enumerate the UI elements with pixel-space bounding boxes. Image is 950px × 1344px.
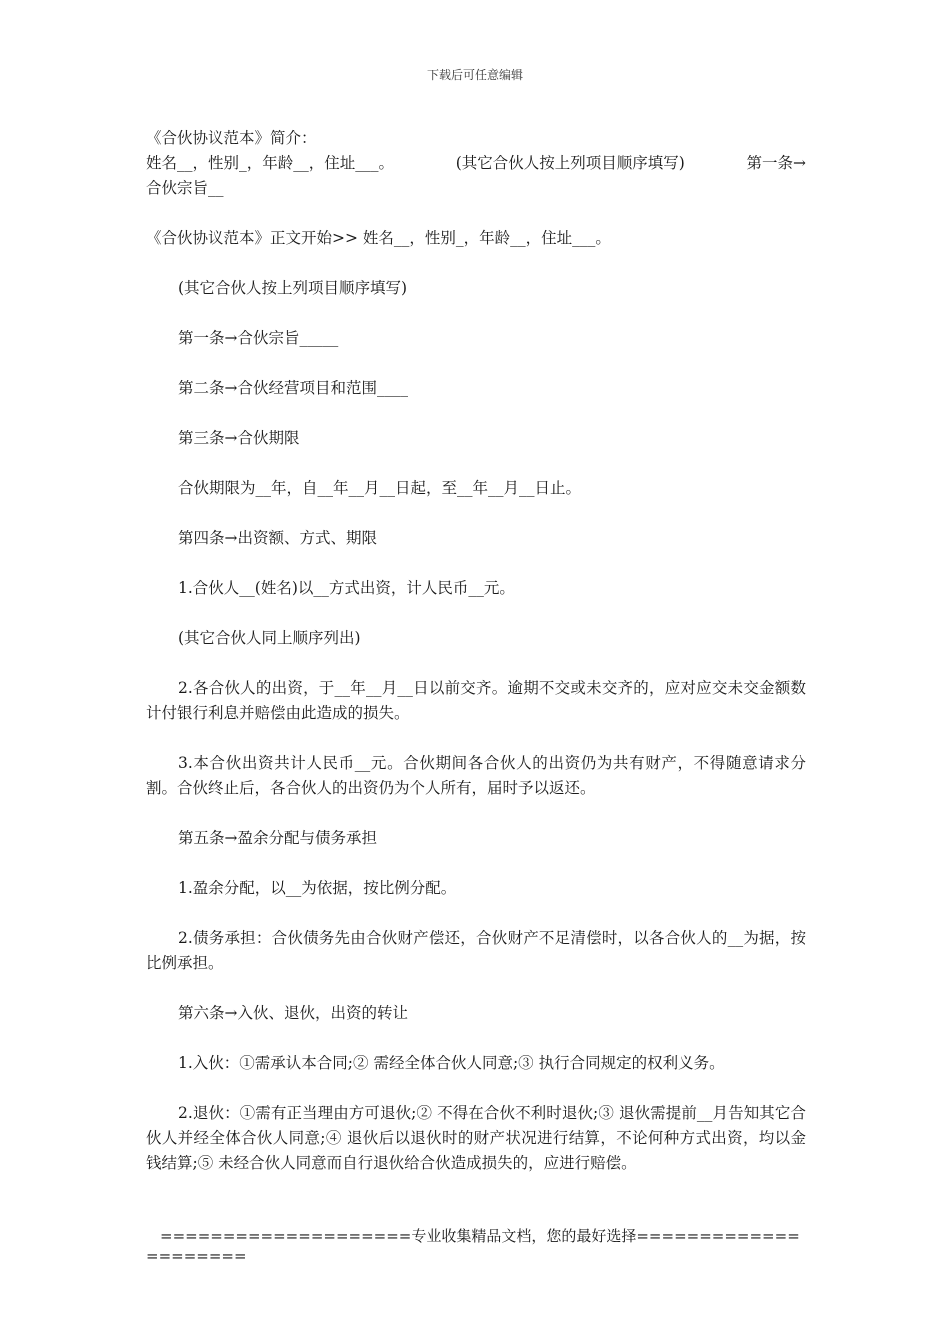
paragraph-main-start: 《合伙协议范本》正文开始>> 姓名__，性别_，年龄__，住址___。 — [146, 229, 611, 247]
intro-row — [146, 151, 806, 176]
article-3-heading: 第三条→合伙期限 — [178, 429, 300, 447]
header-note: 下载后可任意编辑 — [426, 68, 523, 82]
article-2-heading: 第二条→合伙经营项目和范围____ — [178, 379, 408, 397]
article-4-heading: 第四条→出资额、方式、期限 — [178, 529, 377, 547]
article-4-item-3: 3.本合伙出资共计人民币__元。合伙期间各合伙人的出资仍为共有财产，不得随意请求分割。合伙终止后，各合伙人的出资仍为个人所有，届时予以返还。 — [146, 754, 806, 797]
article-1-heading: 第一条→合伙宗旨_____ — [178, 329, 339, 347]
article-5-item-1: 1.盈余分配，以__为依据，按比例分配。 — [178, 879, 457, 897]
document-body — [146, 126, 806, 1176]
intro-row-continuation: 合伙宗旨__ — [146, 179, 224, 197]
article-6-item-1: 1.入伙：①需承认本合同;② 需经全体合伙人同意;③ 执行合同规定的权利义务。 — [178, 1054, 725, 1072]
article-6-item-2: 2.退伙：①需有正当理由方可退伙;② 不得在合伙不利时退伙;③ 退伙需提前__月告知其它合伙人并经全体合伙人同意;④ 退伙后以退伙时的财产状况进行结算，不论何种方式出资，均以金钱结算;⑤ 未经合伙人同意而自行退伙给合伙造成损失的，应进行赔偿。 — [146, 1104, 806, 1172]
intro-row-mid: (其它合伙人按上列项目顺序填写) — [455, 154, 685, 172]
article-4-item-1: 1.合伙人__(姓名)以__方式出资，计人民币__元。 — [178, 579, 515, 597]
article-6-heading: 第六条→入伙、退伙，出资的转让 — [178, 1004, 408, 1022]
intro-row-left: 姓名__，性别_，年龄__，住址___。 — [146, 154, 395, 172]
intro-row-right: 第一条→ — [746, 154, 806, 172]
article-4-note: (其它合伙人同上顺序列出) — [178, 629, 361, 647]
intro-title: 《合伙协议范本》简介： — [146, 129, 317, 147]
article-4-item-2: 2.各合伙人的出资，于__年__月__日以前交齐。逾期不交或未交齐的，应对应交未交金额数计付银行利息并赔偿由此造成的损失。 — [146, 679, 806, 722]
article-5-item-2: 2.债务承担：合伙债务先由合伙财产偿还，合伙财产不足清偿时，以各合伙人的__为据，按比例承担。 — [146, 929, 806, 972]
paragraph-other-partners: (其它合伙人按上列项目顺序填写) — [178, 279, 408, 297]
article-5-heading: 第五条→盈余分配与债务承担 — [178, 829, 377, 847]
article-3-term: 合伙期限为__年，自__年__月__日起，至__年__月__日止。 — [178, 479, 582, 497]
footer-banner: ====================专业收集精品文档，您的最好选择===================== — [146, 1227, 800, 1265]
